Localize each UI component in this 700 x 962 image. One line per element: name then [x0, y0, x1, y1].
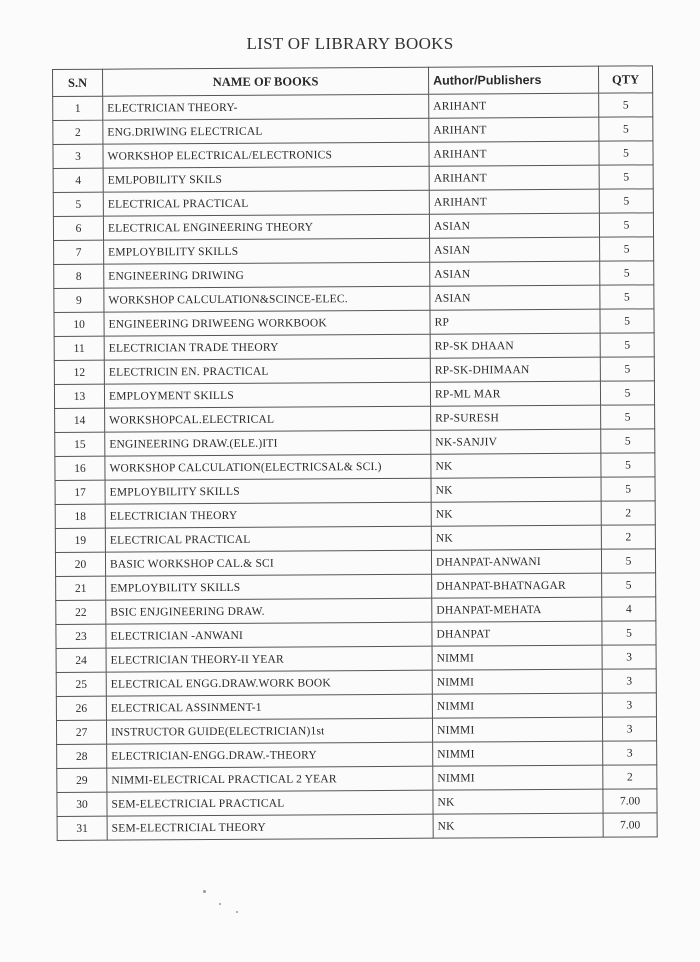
- cell-sn: 20: [55, 552, 105, 576]
- cell-book-name: EMLPOBILITY SKILS: [103, 166, 429, 192]
- cell-author: ARIHANT: [429, 93, 599, 118]
- table-row: [57, 765, 657, 793]
- cell-qty: 5: [600, 237, 654, 261]
- cell-author: NK: [431, 501, 601, 526]
- cell-book-name: ENG.DRIWING ELECTRICAL: [103, 118, 429, 144]
- table-row: [57, 789, 657, 817]
- cell-sn: 4: [53, 168, 103, 192]
- cell-sn: 14: [55, 408, 105, 432]
- cell-sn: 13: [54, 384, 104, 408]
- cell-book-name: EMPLOYBILITY SKILLS: [106, 574, 432, 600]
- cell-author: ASIAN: [430, 237, 600, 262]
- cell-author: ARIHANT: [429, 117, 599, 142]
- cell-qty: 5: [600, 381, 654, 405]
- table-row: [53, 117, 653, 145]
- cell-book-name: ELECTRICAL PRACTICAL: [105, 526, 431, 552]
- table-row: [54, 333, 654, 361]
- cell-author: RP-SURESH: [431, 405, 601, 430]
- cell-book-name: ELECTRICIAN TRADE THEORY: [104, 334, 430, 360]
- cell-author: DHANPAT-ANWANI: [431, 549, 601, 574]
- cell-book-name: BSIC ENJGINEERING DRAW.: [106, 598, 432, 624]
- cell-sn: 28: [57, 744, 107, 768]
- table-row: [55, 525, 655, 553]
- cell-qty: 7.00: [603, 789, 657, 813]
- cell-sn: 16: [55, 456, 105, 480]
- cell-book-name: ELECTRICIAN THEORY-: [103, 94, 429, 120]
- cell-book-name: ELECTRICIN EN. PRACTICAL: [104, 358, 430, 384]
- cell-book-name: EMPLOYMENT SKILLS: [104, 382, 430, 408]
- cell-qty: 5: [599, 189, 653, 213]
- cell-sn: 1: [53, 96, 103, 120]
- cell-sn: 31: [57, 816, 107, 840]
- cell-book-name: WORKSHOPCAL.ELECTRICAL: [105, 406, 431, 432]
- table-row: [56, 717, 656, 745]
- cell-author: ARIHANT: [429, 189, 599, 214]
- table-row: [55, 477, 655, 505]
- cell-sn: 7: [54, 240, 104, 264]
- cell-sn: 29: [57, 768, 107, 792]
- table-row: [54, 309, 654, 337]
- table-row: [56, 597, 656, 625]
- table-row: [54, 381, 654, 409]
- cell-qty: 2: [601, 501, 655, 525]
- cell-qty: 5: [599, 213, 653, 237]
- cell-sn: 15: [55, 432, 105, 456]
- cell-author: NIMMI: [433, 765, 603, 790]
- cell-sn: 9: [54, 288, 104, 312]
- cell-author: ARIHANT: [429, 165, 599, 190]
- cell-qty: 3: [602, 693, 656, 717]
- table-row: [55, 453, 655, 481]
- cell-author: DHANPAT: [432, 621, 602, 646]
- cell-sn: 5: [53, 192, 103, 216]
- cell-author: RP: [430, 309, 600, 334]
- cell-qty: 5: [599, 117, 653, 141]
- cell-author: NIMMI: [432, 717, 602, 742]
- cell-author: NIMMI: [432, 645, 602, 670]
- table-row: [54, 357, 654, 385]
- cell-author: RP-SK DHAAN: [430, 333, 600, 358]
- cell-sn: 12: [54, 360, 104, 384]
- table-row: [56, 573, 656, 601]
- cell-qty: 5: [601, 477, 655, 501]
- cell-sn: 18: [55, 504, 105, 528]
- cell-book-name: ELECTRICAL PRACTICAL: [103, 190, 429, 216]
- cell-book-name: SEM-ELECTRICIAL THEORY: [107, 814, 433, 840]
- scan-speck: [219, 903, 221, 905]
- cell-sn: 8: [54, 264, 104, 288]
- cell-author: ASIAN: [430, 285, 600, 310]
- cell-qty: 5: [599, 141, 653, 165]
- cell-qty: 5: [601, 549, 655, 573]
- table-row: [53, 165, 653, 193]
- cell-qty: 2: [603, 765, 657, 789]
- header-qty: QTY: [598, 66, 652, 93]
- table-row: [57, 741, 657, 769]
- cell-sn: 27: [56, 720, 106, 744]
- cell-sn: 10: [54, 312, 104, 336]
- cell-sn: 19: [55, 528, 105, 552]
- table-row: [57, 813, 657, 841]
- table-row: [53, 213, 653, 241]
- cell-book-name: EMPLOYBILITY SKILLS: [105, 478, 431, 504]
- table-row: [56, 693, 656, 721]
- cell-book-name: NIMMI-ELECTRICAL PRACTICAL 2 YEAR: [107, 766, 433, 792]
- cell-sn: 30: [57, 792, 107, 816]
- cell-qty: 3: [602, 717, 656, 741]
- cell-book-name: WORKSHOP CALCULATION&SCINCE-ELEC.: [104, 286, 430, 312]
- table-row: [55, 501, 655, 529]
- cell-sn: 26: [56, 696, 106, 720]
- cell-qty: 5: [599, 165, 653, 189]
- cell-qty: 3: [602, 645, 656, 669]
- cell-author: NK: [431, 477, 601, 502]
- cell-author: ARIHANT: [429, 141, 599, 166]
- cell-book-name: ELECTRICIAN-ENGG.DRAW.-THEORY: [107, 742, 433, 768]
- table-row: [54, 261, 654, 289]
- cell-qty: 7.00: [603, 813, 657, 837]
- table-row: [54, 237, 654, 265]
- cell-book-name: ELECTRICIAN -ANWANI: [106, 622, 432, 648]
- cell-sn: 6: [53, 216, 103, 240]
- cell-author: NK: [431, 453, 601, 478]
- cell-author: NK-SANJIV: [431, 429, 601, 454]
- cell-qty: 3: [602, 669, 656, 693]
- cell-author: RP-ML MAR: [430, 381, 600, 406]
- cell-book-name: EMPLOYBILITY SKILLS: [104, 238, 430, 264]
- cell-author: NIMMI: [432, 693, 602, 718]
- table-row: [54, 285, 654, 313]
- cell-book-name: SEM-ELECTRICIAL PRACTICAL: [107, 790, 433, 816]
- cell-qty: 2: [601, 525, 655, 549]
- cell-author: NK: [431, 525, 601, 550]
- cell-book-name: ELECTRICIAN THEORY-II YEAR: [106, 646, 432, 672]
- cell-qty: 5: [600, 333, 654, 357]
- scan-speck: [203, 890, 206, 893]
- cell-book-name: ELECTRICAL ASSINMENT-1: [106, 694, 432, 720]
- cell-qty: 5: [601, 429, 655, 453]
- cell-book-name: BASIC WORKSHOP CAL.& SCI: [105, 550, 431, 576]
- cell-sn: 22: [56, 600, 106, 624]
- cell-sn: 24: [56, 648, 106, 672]
- cell-qty: 5: [600, 285, 654, 309]
- cell-sn: 2: [53, 120, 103, 144]
- cell-sn: 11: [54, 336, 104, 360]
- cell-book-name: ELECTRICIAN THEORY: [105, 502, 431, 528]
- cell-qty: 5: [600, 357, 654, 381]
- scan-speck: [236, 911, 238, 913]
- cell-book-name: ELECTRICAL ENGG.DRAW.WORK BOOK: [106, 670, 432, 696]
- table-row: [55, 549, 655, 577]
- cell-book-name: WORKSHOP CALCULATION(ELECTRICSAL& SCI.): [105, 454, 431, 480]
- cell-sn: 17: [55, 480, 105, 504]
- table-row: [53, 141, 653, 169]
- cell-author: NK: [433, 789, 603, 814]
- cell-book-name: ENGINEERING DRAW.(ELE.)ITI: [105, 430, 431, 456]
- cell-qty: 5: [601, 405, 655, 429]
- cell-qty: 4: [602, 597, 656, 621]
- table-row: [53, 93, 653, 121]
- cell-qty: 5: [602, 573, 656, 597]
- cell-book-name: ENGINEERING DRIWEENG WORKBOOK: [104, 310, 430, 336]
- cell-book-name: WORKSHOP ELECTRICAL/ELECTRONICS: [103, 142, 429, 168]
- cell-book-name: ENGINEERING DRIWING: [104, 262, 430, 288]
- cell-sn: 23: [56, 624, 106, 648]
- cell-author: ASIAN: [429, 213, 599, 238]
- cell-qty: 5: [600, 309, 654, 333]
- table-row: [55, 429, 655, 457]
- table-row: [56, 669, 656, 697]
- cell-qty: 5: [600, 261, 654, 285]
- cell-book-name: INSTRUCTOR GUIDE(ELECTRICIAN)1st: [106, 718, 432, 744]
- table-row: [56, 621, 656, 649]
- cell-qty: 5: [599, 93, 653, 117]
- header-name-of-books: NAME OF BOOKS: [103, 67, 429, 96]
- header-sn: S.N: [53, 69, 103, 96]
- table-row: [56, 645, 656, 673]
- cell-author: ASIAN: [430, 261, 600, 286]
- cell-author: NIMMI: [432, 669, 602, 694]
- header-author-publishers: Author/Publishers: [428, 66, 598, 94]
- cell-author: NIMMI: [433, 741, 603, 766]
- table-row: [55, 405, 655, 433]
- cell-author: RP-SK-DHIMAAN: [430, 357, 600, 382]
- cell-author: DHANPAT-BHATNAGAR: [432, 573, 602, 598]
- cell-qty: 5: [601, 453, 655, 477]
- cell-sn: 25: [56, 672, 106, 696]
- page-title: LIST OF LIBRARY BOOKS: [246, 34, 454, 53]
- table-header-row: [53, 66, 653, 97]
- cell-sn: 3: [53, 144, 103, 168]
- cell-qty: 5: [602, 621, 656, 645]
- table-row: [53, 189, 653, 217]
- cell-author: DHANPAT-MEHATA: [432, 597, 602, 622]
- cell-qty: 3: [603, 741, 657, 765]
- cell-author: NK: [433, 813, 603, 838]
- cell-book-name: ELECTRICAL ENGINEERING THEORY: [103, 214, 429, 240]
- library-books-table: [52, 65, 658, 841]
- cell-sn: 21: [56, 576, 106, 600]
